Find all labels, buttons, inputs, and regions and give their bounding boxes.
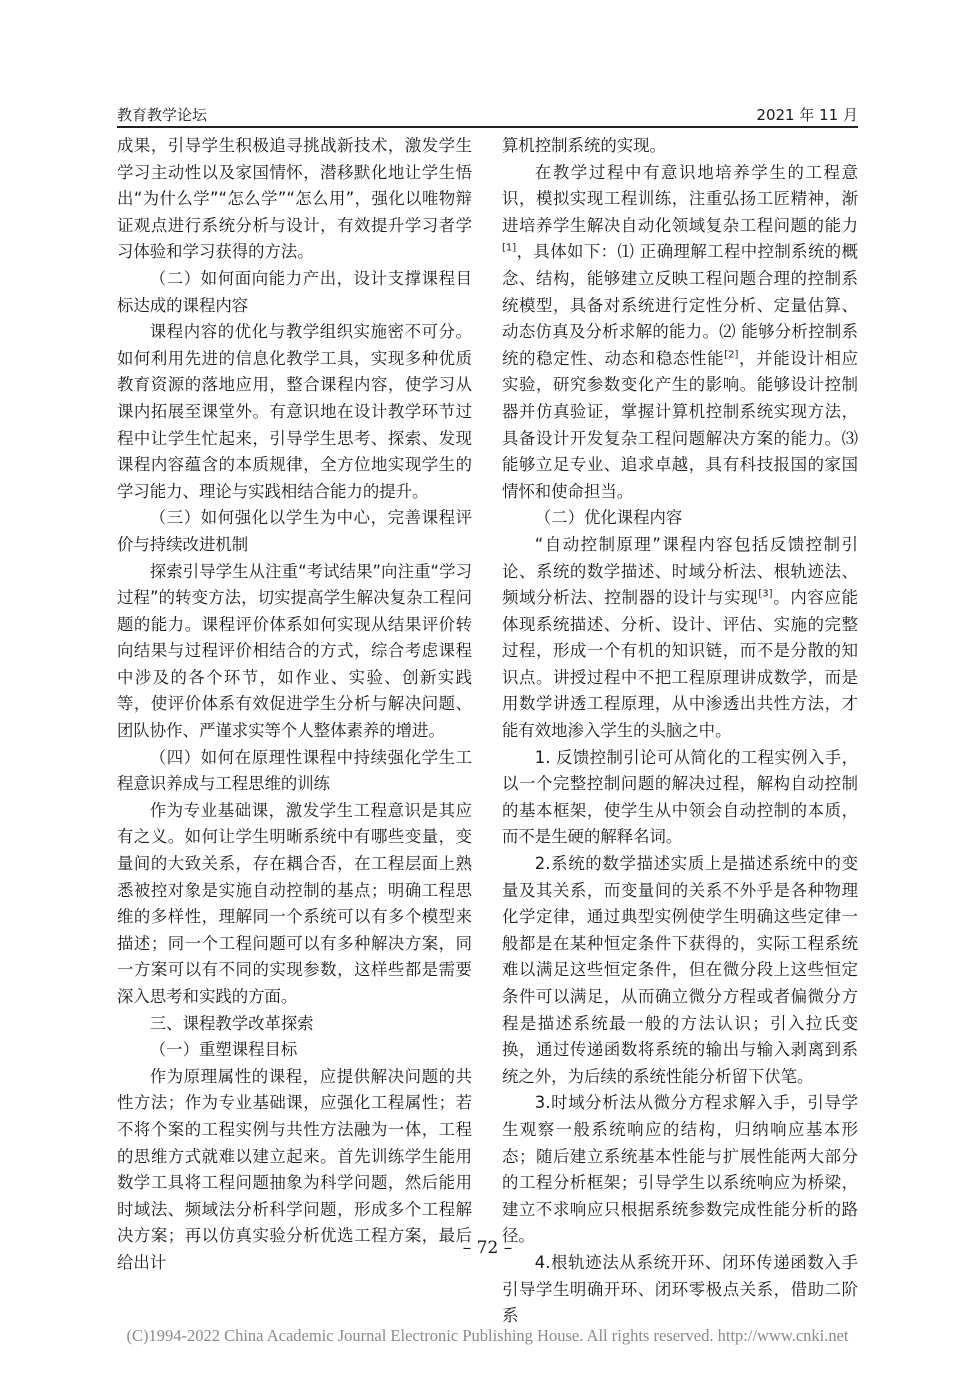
body-paragraph: 3.时域分析法从微分方程求解入手，引导学生观察一般系统响应的结构，归纳响应基本形态；随后建立系统基本性能与扩展性能两大部分的工程分析框架；引导学生以系统响应为桥梁，建立不求响应只根据系统参数完成性能分析的路径。 [502, 1093, 858, 1246]
body-paragraph: 4.根轨迹法从系统开环、闭环传递函数入手引导学生明确开环、闭环零极点关系，借助二阶系 [502, 1252, 858, 1326]
citation-marker: [1] [502, 242, 517, 254]
body-paragraph: 作为原理属性的课程，应提供解决问题的共性方法；作为专业基础课，应强化工程属性；若不将个案的工程实例与共性方法融为一体，工程的思维方式就难以建立起来。首先训练学生能用数学工具将工程问题抽象为科学问题，然后能用时域法、频域法分析科学问题，形成多个工程解决方案；再以仿真实验分析优选工程方案，最后给出计 [117, 1066, 472, 1272]
body-paragraph: 在教学过程中有意识地培养学生的工程意识，模拟实现工程训练，注重弘扬工匠精神，渐进培养学生解决自动化领域复杂工程问题的能力[1]，具体如下：⑴ 正确理解工程中控制系统的概念、结构，能够建立反映工程问题合理的控制系统模型，具备对系统进行定性分析、定量估算、动态仿真及分析求解的能力。⑵ 能够分析控制系统的稳定性、动态和稳态性能[2]，并能设计相应实验，研究参数变化产生的影响。能够设计控制器并仿真验证，掌握计算机控制系统实现方法，具备设计开发复杂工程问题解决方案的能力。⑶ 能够立足专业、追求卓越，具有科技报国的家国情怀和使命担当。 [502, 162, 858, 501]
section-heading: 三、课程教学改革探索 [149, 1013, 314, 1033]
body-paragraph: 1. 反馈控制引论可从简化的工程实例入手，以一个完整控制问题的解决过程，解构自动控制的基本框架，使学生从中领会自动控制的本质，而不是生硬的解释名词。 [502, 747, 858, 847]
page-number: – 72 – [462, 1238, 513, 1258]
section-heading: （三）如何强化以学生为中心，完善课程评价与持续改进机制 [117, 508, 472, 554]
body-paragraph: 作为专业基础课，激发学生工程意识是其应有之义。如何让学生明晰系统中有哪些变量，变量间的大致关系，存在耦合否，在工程层面上熟悉被控对象是实施自动控制的基点；明确工程思维的多样性，理解同一个系统可以有多个模型来描述；同一个工程问题可以有多种解决方案，同一方案可以有不同的实现参数，这样些都是需要深入思考和实践的方面。 [117, 800, 472, 1006]
issue-date: 2021 年 11 月 [756, 106, 858, 124]
section-heading: （一）重塑课程目标 [149, 1040, 298, 1060]
body-paragraph: 探索引导学生从注重“考试结果”向注重“学习过程”的转变方法，切实提高学生解决复杂工程问题的能力。课程评价体系如何实现从结果评价转向结果与过程评价相结合的方式，综合考虑课程中涉及的各个环节，如作业、实验、创新实践等，使评价体系有效促进学生分析与解决问题、团队协作、严谨求实等个人整体素养的增进。 [117, 561, 472, 741]
section-heading: （二）优化课程内容 [534, 508, 683, 528]
body-paragraph: 课程内容的优化与教学组织实施密不可分。如何利用先进的信息化教学工具，实现多种优质教育资源的落地应用，整合课程内容，使学习从课内拓展至课堂外。有意识地在设计教学环节过程中让学生忙起来，引导学生思考、探索、发现课程内容蕴含的本质规律，全方位地实现学生的学习能力、理论与实践相结合能力的提升。 [117, 322, 472, 501]
left-column [117, 133, 472, 1277]
journal-name: 教育教学论坛 [117, 106, 208, 124]
copyright-footer: (C)1994-2022 China Academic Journal Electronic Publishing House. All rights reserved. http://www.cnki.net [126, 1326, 849, 1345]
body-paragraph: 2.系统的数学描述实质上是描述系统中的变量及其关系，而变量间的关系不外乎是各种物理化学定律，通过典型实例使学生明确这些定律一般都是在某种恒定条件下获得的，实际工程系统难以满足这些恒定条件，但在微分段上这些恒定条件可以满足，从而确立微分方程或者偏微分方程是描述系统最一般的方法认识；引入拉氏变换，通过传递函数将系统的输出与输入剥离到系统之外，为后续的系统性能分析留下伏笔。 [502, 854, 858, 1086]
right-column [502, 133, 858, 1330]
body-paragraph: 成果，引导学生积极追寻挑战新技术，激发学生学习主动性以及家国情怀，潜移默化地让学生悟出“为什么学”“怎么学”“怎么用”，强化以唯物辩证观点进行系统分析与设计，有效提升学习者学习体验和学习获得的方法。 [117, 136, 472, 262]
section-heading: （四）如何在原理性课程中持续强化学生工程意识养成与工程思维的训练 [117, 747, 472, 794]
body-paragraph: “自动控制原理”课程内容包括反馈控制引论、系统的数学描述、时域分析法、根轨迹法、频域分析法、控制器的设计与实现[3]。内容应能体现系统描述、分析、设计、评估、实施的完整过程，形成一个有机的知识链，而不是分散的知识点。讲授过程中不把工程原理讲成数学，而是用数学讲透工程原理，从中渗透出共性方法，才能有效地渗入学生的头脑之中。 [502, 534, 859, 741]
citation-marker: [3] [758, 588, 773, 600]
section-heading: （二）如何面向能力产出，设计支撑课程目标达成的课程内容 [117, 268, 472, 315]
header-rule [117, 126, 858, 128]
citation-marker: [2] [724, 349, 739, 361]
body-paragraph: 算机控制系统的实现。 [502, 136, 666, 155]
